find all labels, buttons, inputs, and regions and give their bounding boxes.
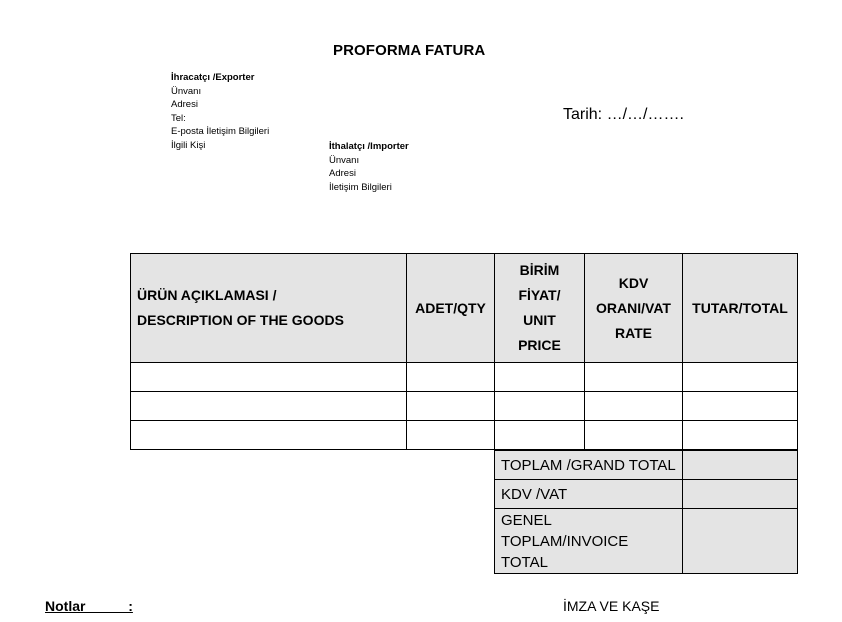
invoice-total-label-line-1: GENEL xyxy=(501,511,552,529)
header-description-line-1: ÜRÜN AÇIKLAMASI / xyxy=(137,287,277,303)
cell-vat-rate[interactable] xyxy=(585,392,683,421)
invoice-total-label-line-3: TOTAL xyxy=(501,553,548,571)
grand-total-label: TOPLAM /GRAND TOTAL xyxy=(495,451,683,480)
invoice-total-value[interactable] xyxy=(683,509,798,574)
grand-total-row xyxy=(495,451,798,480)
header-unit-price-line-4: PRICE xyxy=(518,337,561,353)
cell-qty[interactable] xyxy=(407,392,495,421)
header-description xyxy=(131,254,407,363)
cell-total[interactable] xyxy=(683,363,798,392)
header-vat-rate xyxy=(585,254,683,363)
exporter-line-title: Ünvanı xyxy=(171,85,202,97)
cell-vat-rate[interactable] xyxy=(585,363,683,392)
header-vat-rate-line-1: KDV xyxy=(618,274,649,291)
header-qty: ADET/QTY xyxy=(407,254,495,363)
header-vat-rate-line-3: RATE xyxy=(614,324,653,341)
cell-description[interactable] xyxy=(131,421,407,450)
cell-qty[interactable] xyxy=(407,363,495,392)
exporter-line-email: E-posta İletişim Bilgileri xyxy=(171,126,270,138)
cell-unit-price[interactable] xyxy=(495,363,585,392)
importer-heading: İthalatçı /Importer xyxy=(329,141,409,152)
cell-vat-rate[interactable] xyxy=(585,421,683,450)
items-header-row xyxy=(131,254,798,363)
importer-block xyxy=(329,140,409,194)
exporter-line-phone: Tel: xyxy=(171,112,186,124)
table-row xyxy=(131,421,798,450)
header-vat-rate-line-2: ORANI/VAT xyxy=(596,299,671,316)
header-unit-price-line-2: FİYAT/ xyxy=(518,287,561,303)
invoice-total-row xyxy=(495,509,798,574)
cell-unit-price[interactable] xyxy=(495,421,585,450)
cell-total[interactable] xyxy=(683,392,798,421)
header-description-line-2: DESCRIPTION OF THE GOODS xyxy=(137,312,344,328)
exporter-heading: İhracatçı /Exporter xyxy=(171,72,255,83)
header-unit-price-line-1: BİRİM xyxy=(519,262,560,278)
vat-label: KDV /VAT xyxy=(495,480,683,509)
items-table xyxy=(130,253,798,450)
header-unit-price-line-3: UNIT xyxy=(523,312,556,328)
cell-total[interactable] xyxy=(683,421,798,450)
exporter-block xyxy=(171,71,269,153)
date-field: Tarih: …/…/……. xyxy=(563,106,684,123)
cell-description[interactable] xyxy=(131,392,407,421)
grand-total-value[interactable] xyxy=(683,451,798,480)
totals-table xyxy=(494,450,798,574)
importer-line-address: Adresi xyxy=(329,168,356,180)
importer-line-contact: İletişim Bilgileri xyxy=(329,181,392,193)
header-unit-price xyxy=(495,254,585,363)
header-total: TUTAR/TOTAL xyxy=(683,254,798,363)
cell-description[interactable] xyxy=(131,363,407,392)
vat-row xyxy=(495,480,798,509)
notes-label: Notlar : xyxy=(45,598,133,614)
vat-value[interactable] xyxy=(683,480,798,509)
importer-line-title: Ünvanı xyxy=(329,154,360,166)
invoice-total-label xyxy=(495,509,683,574)
invoice-total-label-line-2: TOPLAM/INVOICE xyxy=(501,532,629,550)
cell-qty[interactable] xyxy=(407,421,495,450)
exporter-line-address: Adresi xyxy=(171,99,198,111)
table-row xyxy=(131,363,798,392)
exporter-line-contact: İlgili Kişi xyxy=(171,139,206,151)
table-row xyxy=(131,392,798,421)
cell-unit-price[interactable] xyxy=(495,392,585,421)
document-title: PROFORMA FATURA xyxy=(333,42,486,59)
signature-label: İMZA VE KAŞE xyxy=(563,598,660,614)
